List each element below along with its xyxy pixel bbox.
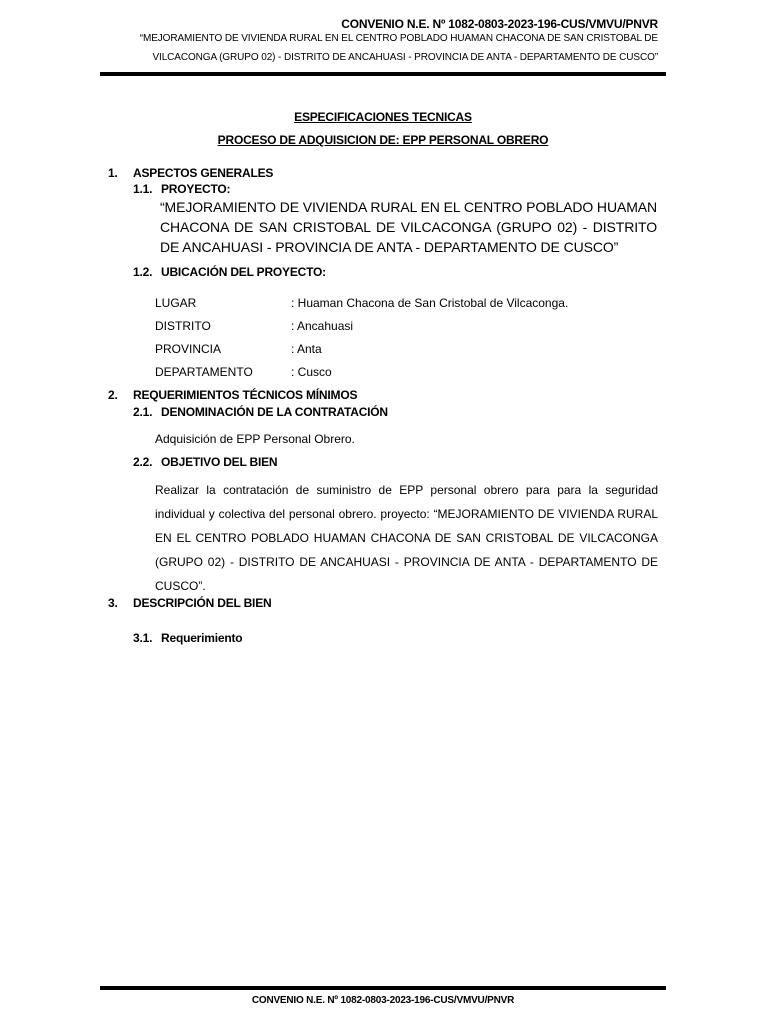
section-title: ASPECTOS GENERALES — [133, 166, 274, 180]
section-3-1-heading — [133, 631, 242, 645]
section-3-heading — [108, 596, 271, 610]
section-title: REQUERIMIENTOS TÉCNICOS MÍNIMOS — [133, 388, 358, 402]
contract-name-text: Adquisición de EPP Personal Obrero. — [155, 432, 355, 446]
section-number: 1. — [108, 166, 118, 180]
section-title: UBICACIÓN DEL PROYECTO: — [161, 265, 326, 279]
section-number: 2.2. — [133, 455, 153, 469]
location-label-departamento: DEPARTAMENTO — [155, 365, 253, 379]
section-title: DESCRIPCIÓN DEL BIEN — [133, 596, 272, 610]
section-title: Requerimiento — [161, 631, 243, 645]
objective-text: Realizar la contratación de suministro de EPP personal obrero para para la seguridad individual y colectiva del personal obrero. proyecto: “MEJORAMIENTO DE VIVIENDA RURAL EN EL CENTRO POBLADO HUAMAN CHACONA DE SAN CRISTOBAL DE VILCACONGA (GRUPO 02) - DISTRITO DE ANCAHUASI - PROVINCIA DE ANTA - DEPARTAMENTO DE CUSCO”. — [155, 483, 658, 593]
section-2-1-heading — [133, 405, 388, 419]
location-label-provincia: PROVINCIA — [155, 342, 222, 356]
section-2-heading — [108, 388, 357, 402]
footer-rule — [100, 986, 666, 990]
header-rule — [100, 72, 666, 76]
location-label-lugar: LUGAR — [155, 296, 197, 310]
header-subtitle-line1: “MEJORAMIENTO DE VIVIENDA RURAL EN EL CENTRO POBLADO HUAMAN CHACONA DE SAN CRISTOBAL DE — [139, 33, 658, 44]
section-1-2-heading — [133, 265, 326, 279]
header-subtitle-line2: VILCACONGA (GRUPO 02) - DISTRITO DE ANCAHUASI - PROVINCIA DE ANTA - DEPARTAMENTO DE CUSCO” — [152, 52, 658, 63]
header-title: CONVENIO N.E. Nº 1082-0803-2023-196-CUS/VMVU/PNVR — [341, 17, 658, 31]
section-title: DENOMINACIÓN DE LA CONTRATACIÓN — [161, 405, 388, 419]
location-value-lugar: : Huaman Chacona de San Cristobal de Vilcaconga. — [291, 296, 569, 310]
section-number: 2.1. — [133, 405, 153, 419]
section-1-1-heading — [133, 182, 230, 196]
location-value-provincia: : Anta — [291, 342, 322, 356]
document-title: ESPECIFICACIONES TECNICAS — [294, 110, 472, 124]
section-number: 3. — [108, 596, 118, 610]
section-2-2-heading — [133, 455, 277, 469]
section-number: 2. — [108, 388, 118, 402]
project-description: “MEJORAMIENTO DE VIVIENDA RURAL EN EL CENTRO POBLADO HUAMAN CHACONA DE SAN CRISTOBAL DE VILCACONGA (GRUPO 02) - DISTRITO DE ANCAHUASI - PROVINCIA DE ANTA - DEPARTAMENTO DE CUSCO” — [160, 199, 657, 255]
section-1-heading — [108, 166, 273, 180]
section-number: 1.2. — [133, 265, 153, 279]
section-number: 1.1. — [133, 182, 153, 196]
document-subtitle: PROCESO DE ADQUISICION DE: EPP PERSONAL OBRERO — [217, 133, 549, 147]
location-label-distrito: DISTRITO — [155, 319, 211, 333]
footer-text: CONVENIO N.E. Nº 1082-0803-2023-196-CUS/VMVU/PNVR — [251, 995, 515, 1006]
section-number: 3.1. — [133, 631, 153, 645]
location-value-departamento: : Cusco — [291, 365, 332, 379]
location-value-distrito: : Ancahuasi — [291, 319, 354, 333]
section-title: OBJETIVO DEL BIEN — [161, 455, 278, 469]
section-title: PROYECTO: — [161, 182, 231, 196]
